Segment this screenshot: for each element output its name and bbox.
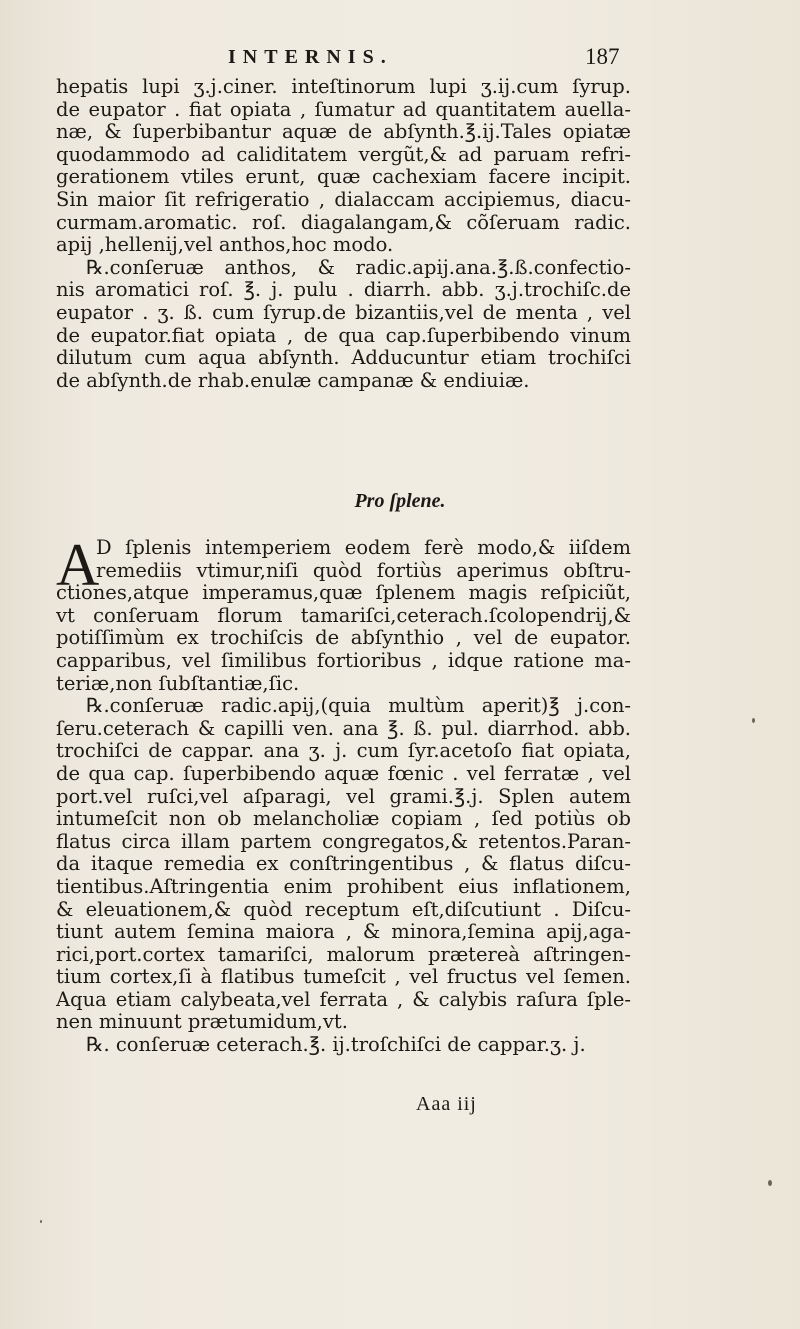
text-line: nis aromatici roſ. ℥. j. pulu . diarrh. abb. ʒ.j.trochiſc.de: [56, 279, 631, 302]
text-line: apij ,hellenij,vel anthos,hoc modo.: [56, 234, 394, 257]
text-line: Aqua etiam calybeata,vel ferrata , & calybis raſura ſple-: [56, 988, 631, 1011]
text-line: gerationem vtiles erunt, quæ cachexiam facere incipit.: [56, 166, 631, 189]
running-head: INTERNIS.: [228, 46, 393, 68]
text-line: da itaque remedia ex conſtringentibus , & flatus diſcu-: [56, 853, 631, 876]
paper-speck: [768, 1180, 772, 1186]
text-line: ℞. conſeruæ ceterach.℥. ij.troſchiſci de cappar.ʒ. j.: [86, 1034, 586, 1057]
text-line: quodammodo ad caliditatem vergũt,& ad paruam refri-: [56, 143, 631, 166]
text-line: trochiſci de cappar. ana ʒ. j. cum ſyr.acetoſo fiat opiata,: [56, 740, 631, 763]
text-line: de abſynth.de rhab.enulæ campanæ & endiuiæ.: [56, 369, 530, 392]
text-line: tientibus.Aſtringentia enim prohibent eius inflationem,: [56, 875, 631, 898]
text-line: potiſſimùm ex trochiſcis de abſynthio , vel de eupator.: [56, 627, 631, 650]
text-line: teriæ,non ſubſtantiæ,ſic.: [56, 672, 300, 695]
page-header: [0, 40, 800, 76]
text-line: tiunt autem ſemina maiora , & minora,ſemina apij,aga-: [56, 921, 631, 944]
text-line: flatus circa illam partem congregatos,& retentos.Paran-: [56, 830, 631, 853]
paragraph-splene: [56, 532, 631, 1057]
text-line: port.vel ruſci,vel aſparagi, vel grami.℥.j. Splen autem: [56, 785, 631, 808]
page-number: 187: [585, 44, 620, 69]
text-line: remediis vtimur,niſi quòd fortiùs aperimus obſtru-: [96, 559, 631, 582]
drop-cap: A: [56, 532, 100, 598]
text-line: næ, & ſuperbibantur aquæ de abſynth.℥.ij.Tales opiatæ: [56, 121, 631, 144]
text-line: ſeru.ceterach & capilli ven. ana ℥. ß. pul. diarrhod. abb.: [56, 717, 631, 740]
text-line: de eupator.fiat opiata , de qua cap.ſuperbibendo vinum: [56, 324, 631, 347]
text-line: ℞.conſeruæ radic.apij,(quia multùm aperit)℥ j.con-: [86, 695, 631, 718]
text-line: rici,port.cortex tamariſci, malorum prætereà aſtringen-: [56, 943, 631, 966]
text-line: vt conſeruam florum tamariſci,ceterach.ſcolopendrij,&: [56, 604, 631, 627]
text-line: ℞.conſeruæ anthos, & radic.apij.ana.℥.ß.confectio-: [86, 256, 631, 279]
text-line: de eupator . fiat opiata , ſumatur ad quantitatem auella-: [56, 98, 631, 121]
section-heading: Pro ſplene.: [354, 490, 446, 512]
text-line: & eleuationem,& quòd receptum eſt,diſcutiunt . Diſcu-: [56, 898, 631, 921]
text-line: intumeſcit non ob melancholiæ copiam , ſed potiùs ob: [56, 808, 631, 831]
text-line: dilutum cum aqua abſynth. Adducuntur etiam trochiſci: [56, 347, 631, 370]
text-line: tium cortex,ſi à flatibus tumeſcit , vel fructus vel ſemen.: [56, 966, 631, 989]
paper-speck: [752, 718, 755, 723]
text-line: eupator . ʒ. ß. cum ſyrup.de bizantiis,vel de menta , vel: [56, 301, 631, 324]
text-line: capparibus, vel ſimilibus fortioribus , idque ratione ma-: [56, 649, 631, 672]
text-line: hepatis lupi ʒ.j.ciner. inteſtinorum lupi ʒ.ij.cum ſyrup.: [56, 76, 631, 98]
paragraph-hepatis: [56, 76, 631, 392]
text-line: nen minuunt prætumidum,vt.: [56, 1011, 348, 1034]
text-line: curmam.aromatic. roſ. diagalangam,& cõſeruam radic.: [56, 211, 631, 234]
paper-speck: [40, 1220, 42, 1223]
text-line: de qua cap. ſuperbibendo aquæ fœnic . vel ferratæ , vel: [56, 762, 631, 785]
signature-mark: Aaa iij: [416, 1093, 477, 1115]
text-line: D ſplenis intemperiem eodem ferè modo,& iiſdem: [96, 537, 631, 559]
text-line: ctiones,atque imperamus,quæ ſplenem magis reſpiciũt,: [56, 582, 631, 605]
text-line: Sin maior ſit refrigeratio , dialaccam accipiemus, diacu-: [56, 188, 631, 211]
